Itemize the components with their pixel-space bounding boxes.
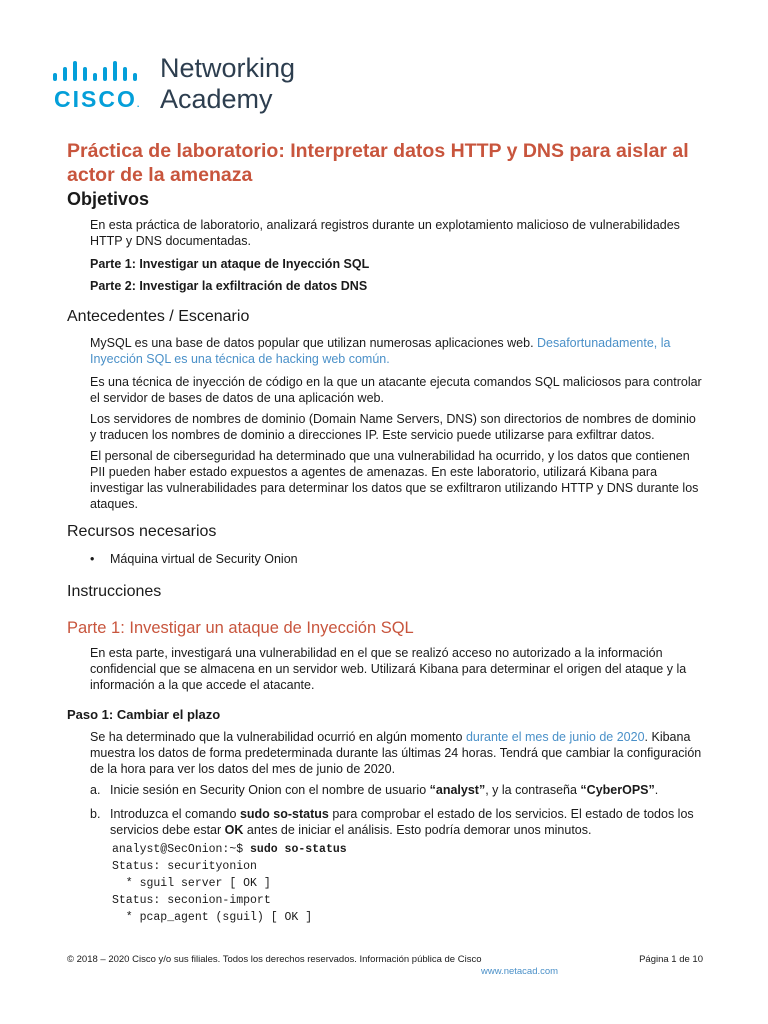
logo-line-academy: Academy xyxy=(160,84,273,114)
code-block-so-status: analyst@SecOnion:~$ sudo so-status Status: securityonion * sguil server [ OK ] Status: seconion-import * pcap_agent (sguil) [ OK ] xyxy=(112,843,347,924)
objetivos-intro: En esta práctica de laboratorio, analizará registros durante un explotamiento malicioso de vulnerabilidades HTTP y DNS documentadas. xyxy=(90,218,680,248)
heading-objetivos: Objetivos xyxy=(67,189,150,209)
june-2020-link[interactable]: durante el mes de junio de 2020 xyxy=(465,730,645,744)
document-title: Práctica de laboratorio: Interpretar datos HTTP y DNS para aislar al actor de la amenaza xyxy=(67,140,689,186)
recursos-item: • Máquina virtual de Security Onion xyxy=(90,552,298,566)
objetivos-part1: Parte 1: Investigar un ataque de Inyección SQL xyxy=(90,257,370,271)
objetivos-part2: Parte 2: Investigar la exfiltración de datos DNS xyxy=(90,279,368,293)
footer-page-number: Página 1 de 10 xyxy=(639,954,703,965)
cisco-bars-icon xyxy=(53,61,147,81)
heading-paso1: Paso 1: Cambiar el plazo xyxy=(67,707,221,722)
paso1-step-b: b. Introduzca el comando sudo so-status para comprobar el estado de los servicios. El estado de todos los servicios debe estar OK antes de iniciar el análisis. Esto podría demorar unos minutos. xyxy=(90,807,694,837)
paso1-text: Se ha determinado que la vulnerabilidad ocurrió en algún momento durante el mes de junio de 2020. Kibana muestra los datos de forma predeterminada durante las últimas 24 horas. Tendrá que cambiar la configuración de la hora para ver los datos del mes de junio de 2020. xyxy=(90,730,702,776)
heading-instrucciones: Instrucciones xyxy=(67,583,162,600)
footer-url-link[interactable]: www.netacad.com xyxy=(481,966,559,977)
cisco-wordmark: CISCO. xyxy=(54,86,140,112)
antecedentes-p4: El personal de ciberseguridad ha determinado que una vulnerabilidad ha ocurrido, y los datos que contienen PII pueden haber estado expuestos a agentes de amenazas. En este laboratorio, utilizará Kibana para investigar las vulnerabilidades para determinar los datos que se exfiltraron utilizando HTTP y DNS durante los ataques. xyxy=(90,449,699,511)
logo-line-networking: Networking xyxy=(160,53,296,83)
heading-recursos: Recursos necesarios xyxy=(67,523,217,540)
footer-copyright: © 2018 – 2020 Cisco y/o sus filiales. Todos los derechos reservados. Información pública de Cisco xyxy=(67,954,482,965)
heading-antecedentes: Antecedentes / Escenario xyxy=(67,308,250,325)
paso1-step-a: a. Inicie sesión en Security Onion con el nombre de usuario “analyst”, y la contraseña “CyberOPS”. xyxy=(90,783,659,797)
antecedentes-p2: Es una técnica de inyección de código en la que un atacante ejecuta comandos SQL maliciosos para controlar el servidor de bases de datos de una aplicación web. xyxy=(90,375,702,405)
parte1-intro: En esta parte, investigará una vulnerabilidad en el que se realizó acceso no autorizado a la información confidencial que se almacena en un servidor web. Utilizará Kibana para determinar el origen del ataque y la información a la que accede el atacante. xyxy=(90,646,687,692)
antecedentes-p1: MySQL es una base de datos popular que utilizan numerosas aplicaciones web. Desafortunadamente, la Inyección SQL es una técnica de hacking web común. xyxy=(90,336,671,366)
sql-injection-link[interactable]: Desafortunadamente, la Inyección SQL es una técnica de hacking web común. xyxy=(90,336,671,366)
bullet-icon: • xyxy=(90,552,95,566)
antecedentes-p3: Los servidores de nombres de dominio (Domain Name Servers, DNS) son directorios de nombres de dominio y traducen los nombres de dominio a direcciones IP. Este servicio puede utilizarse para exfiltrar datos. xyxy=(90,412,696,442)
heading-parte1: Parte 1: Investigar un ataque de Inyección SQL xyxy=(67,619,414,637)
cisco-networking-academy-logo xyxy=(52,53,312,116)
